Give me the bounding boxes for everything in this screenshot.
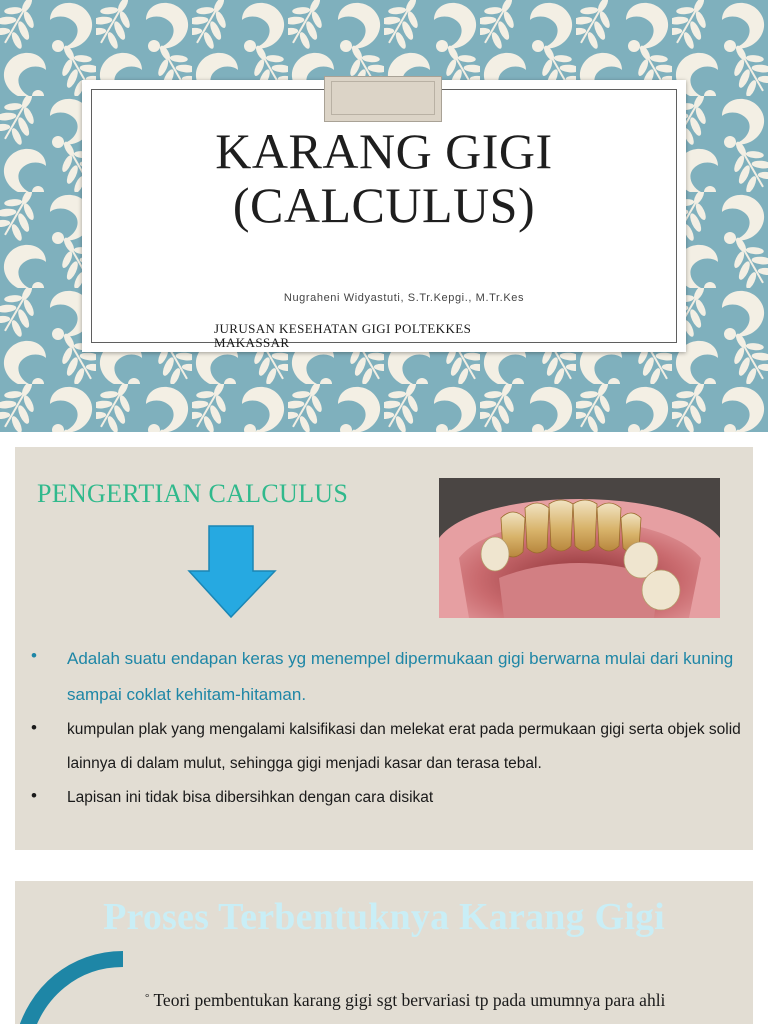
bullet-glyph: •	[31, 786, 37, 805]
list-item	[31, 781, 743, 815]
definition-title: PENGERTIAN CALCULUS	[37, 479, 349, 508]
process-slide	[15, 881, 753, 1024]
process-text	[145, 981, 735, 1017]
bullet-glyph: •	[31, 646, 37, 665]
process-title: Proses Terbentuknya Karang Gigi	[103, 896, 665, 938]
title-card	[82, 80, 686, 352]
definition-bullet-list	[31, 641, 743, 815]
teeth-calculus-photo	[439, 478, 720, 618]
institution-line2: MAKASSAR	[214, 335, 290, 350]
definition-slide	[15, 447, 753, 850]
bullet-text: Adalah suatu endapan keras yg menempel dipermukaan gigi berwarna mulai dari kuning sampai coklat kehitam-hitaman.	[67, 649, 734, 704]
list-item	[31, 641, 743, 713]
institution-name	[214, 322, 534, 350]
bullet-glyph: °	[145, 992, 150, 1004]
presenter-name: Nugraheni Widyastuti, S.Tr.Kepgi., M.Tr.Kes	[283, 292, 525, 304]
bullet-text: kumpulan plak yang mengalami kalsifikasi dan melekat erat pada permukaan gigi serta objek solid lainnya di dalam mulut, sehingga gigi menjadi kasar dan terasa tebal.	[67, 721, 741, 772]
institution-line1: JURUSAN KESEHATAN GIGI POLTEKKES	[214, 321, 472, 336]
process-text-content: Teori pembentukan karang gigi sgt bervariasi tp pada umumnya para ahli	[153, 990, 666, 1010]
list-item	[31, 713, 743, 781]
bullet-text: Lapisan ini tidak bisa dibersihkan dengan cara disikat	[67, 789, 434, 806]
title-slide	[0, 0, 768, 432]
main-title-line2: (CALCULUS)	[232, 177, 536, 233]
main-title	[82, 124, 686, 232]
title-card-tab	[324, 76, 442, 122]
down-arrow-icon	[187, 525, 277, 619]
decorative-arc	[15, 951, 135, 1024]
bullet-glyph: •	[31, 718, 37, 737]
main-title-line1: KARANG GIGI	[215, 123, 553, 179]
